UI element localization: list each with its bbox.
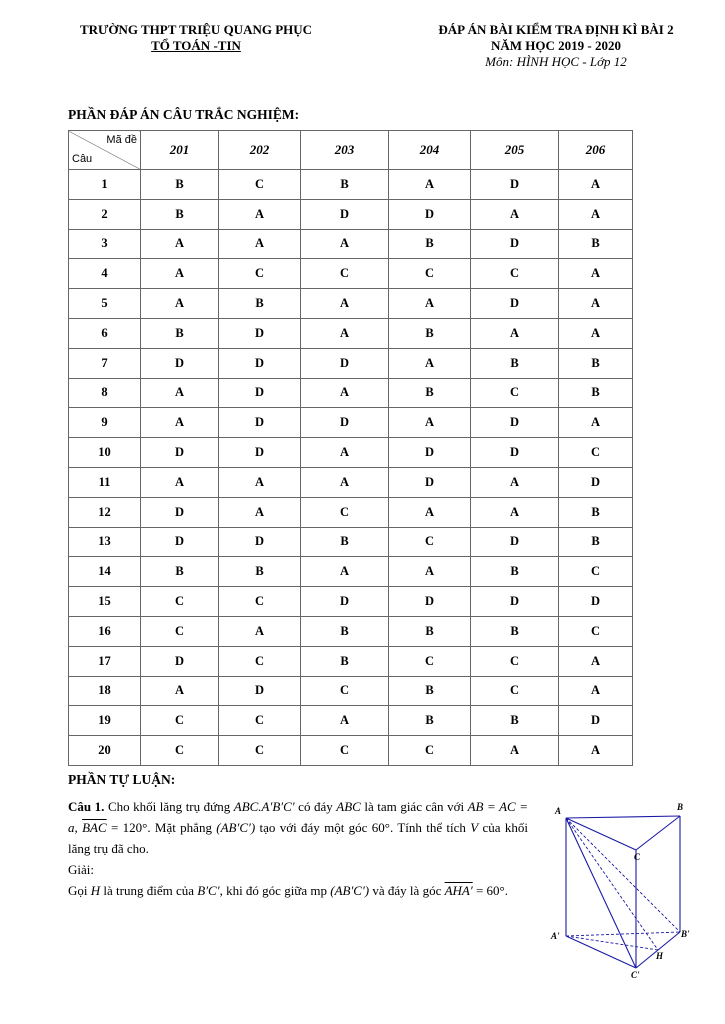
question-number-cell: 20 bbox=[69, 736, 141, 766]
answer-cell: D bbox=[141, 527, 219, 557]
answer-cell: A bbox=[301, 229, 389, 259]
answer-cell: D bbox=[471, 229, 559, 259]
exam-title: ĐÁP ÁN BÀI KIỂM TRA ĐỊNH KÌ BÀI 2 bbox=[438, 22, 674, 37]
answer-cell: D bbox=[219, 527, 301, 557]
question-number-cell: 13 bbox=[69, 527, 141, 557]
answer-cell: A bbox=[471, 736, 559, 766]
answer-cell: B bbox=[219, 557, 301, 587]
table-row bbox=[69, 348, 633, 378]
answer-cell: C bbox=[141, 736, 219, 766]
answer-cell: B bbox=[389, 616, 471, 646]
label-C-prime: C' bbox=[631, 970, 640, 978]
label-A: A bbox=[555, 806, 562, 816]
answer-cell: C bbox=[559, 438, 633, 468]
answer-cell: C bbox=[559, 557, 633, 587]
question-number-cell: 9 bbox=[69, 408, 141, 438]
text: Gọi bbox=[68, 883, 91, 898]
answer-cell: A bbox=[559, 646, 633, 676]
math: (AB′C′) bbox=[216, 820, 256, 835]
question-number-cell: 17 bbox=[69, 646, 141, 676]
answer-cell: D bbox=[389, 467, 471, 497]
answer-cell: D bbox=[141, 348, 219, 378]
answer-cell: C bbox=[141, 587, 219, 617]
answer-cell: C bbox=[219, 259, 301, 289]
answer-cell: A bbox=[141, 259, 219, 289]
table-row bbox=[69, 408, 633, 438]
answer-cell: A bbox=[301, 706, 389, 736]
question-number-cell: 2 bbox=[69, 199, 141, 229]
question-number-cell: 5 bbox=[69, 289, 141, 319]
text: của khối lăng trụ đã cho. bbox=[68, 820, 528, 856]
question-number-cell: 3 bbox=[69, 229, 141, 259]
label-B-prime: B' bbox=[681, 929, 690, 939]
answer-cell: C bbox=[471, 646, 559, 676]
answer-cell: B bbox=[301, 646, 389, 676]
answer-cell: D bbox=[219, 438, 301, 468]
essay-heading: PHẦN TỰ LUẬN: bbox=[68, 772, 176, 787]
edge-AH bbox=[566, 818, 658, 950]
answer-cell: B bbox=[389, 229, 471, 259]
answer-cell: A bbox=[559, 676, 633, 706]
answer-cell: D bbox=[219, 676, 301, 706]
question-label: Câu 1. bbox=[68, 799, 105, 814]
text: là tam giác cân với bbox=[360, 799, 468, 814]
answer-cell: D bbox=[471, 587, 559, 617]
answer-cell: C bbox=[301, 497, 389, 527]
answer-cell: C bbox=[471, 259, 559, 289]
answer-cell: B bbox=[559, 229, 633, 259]
edge-AC bbox=[566, 818, 636, 850]
answer-cell: A bbox=[301, 378, 389, 408]
corner-question-label: Câu bbox=[72, 153, 93, 165]
text: . bbox=[504, 883, 508, 898]
answer-cell: D bbox=[389, 587, 471, 617]
table-row bbox=[69, 527, 633, 557]
math: = 60° bbox=[472, 883, 505, 898]
label-B: B bbox=[677, 802, 684, 812]
question-number-cell: 15 bbox=[69, 587, 141, 617]
answer-cell: A bbox=[301, 438, 389, 468]
question-number-cell: 11 bbox=[69, 467, 141, 497]
label-C: C bbox=[634, 852, 641, 862]
edge-A'H bbox=[566, 936, 658, 950]
answer-cell: A bbox=[471, 318, 559, 348]
answer-cell: B bbox=[301, 170, 389, 200]
answer-cell: B bbox=[471, 706, 559, 736]
answer-cell: B bbox=[301, 527, 389, 557]
answer-cell: B bbox=[301, 616, 389, 646]
answer-cell: C bbox=[219, 736, 301, 766]
table-row bbox=[69, 438, 633, 468]
edge-AB bbox=[566, 816, 680, 818]
answer-cell: A bbox=[219, 467, 301, 497]
question-number-cell: 4 bbox=[69, 259, 141, 289]
answer-cell: A bbox=[471, 199, 559, 229]
text: , bbox=[74, 820, 83, 835]
answer-cell: C bbox=[301, 676, 389, 706]
answer-cell: A bbox=[219, 229, 301, 259]
edge-CB bbox=[636, 816, 680, 850]
answer-cell: C bbox=[301, 736, 389, 766]
table-row bbox=[69, 318, 633, 348]
answer-cell: B bbox=[559, 497, 633, 527]
table-row bbox=[69, 259, 633, 289]
corner-code-label: Mã đề bbox=[106, 134, 137, 146]
question-number-cell: 19 bbox=[69, 706, 141, 736]
answer-cell: B bbox=[141, 199, 219, 229]
answer-cell: D bbox=[471, 527, 559, 557]
answer-cell: D bbox=[471, 170, 559, 200]
edge-A'B' bbox=[566, 932, 680, 936]
code-header: 203 bbox=[301, 131, 389, 170]
text: , khi đó góc giữa mp bbox=[219, 883, 331, 898]
answer-cell: B bbox=[219, 289, 301, 319]
answer-cell: B bbox=[389, 378, 471, 408]
table-row bbox=[69, 170, 633, 200]
answer-cell: D bbox=[471, 289, 559, 319]
answer-cell: B bbox=[141, 170, 219, 200]
answer-cell: C bbox=[141, 706, 219, 736]
answer-cell: C bbox=[389, 736, 471, 766]
answer-cell: B bbox=[389, 706, 471, 736]
code-header: 202 bbox=[219, 131, 301, 170]
answer-cell: C bbox=[141, 616, 219, 646]
answer-cell: A bbox=[471, 467, 559, 497]
answer-cell: D bbox=[301, 199, 389, 229]
prism-hidden-edges bbox=[566, 818, 680, 950]
solution-text bbox=[68, 880, 528, 901]
answer-cell: C bbox=[389, 527, 471, 557]
answer-cell: A bbox=[389, 348, 471, 378]
math: V bbox=[470, 820, 479, 835]
question-number-cell: 7 bbox=[69, 348, 141, 378]
table-row bbox=[69, 587, 633, 617]
answer-cell: D bbox=[301, 587, 389, 617]
exam-header bbox=[400, 22, 712, 70]
table-row bbox=[69, 378, 633, 408]
question-1 bbox=[68, 796, 528, 859]
answer-cell: A bbox=[219, 497, 301, 527]
answer-cell: D bbox=[471, 408, 559, 438]
question-number-cell: 16 bbox=[69, 616, 141, 646]
math: (AB′C′) bbox=[330, 883, 370, 898]
answer-cell: D bbox=[301, 408, 389, 438]
table-row bbox=[69, 289, 633, 319]
math: B′C′ bbox=[197, 883, 220, 898]
answer-cell: B bbox=[389, 318, 471, 348]
answer-cell: B bbox=[389, 676, 471, 706]
table-row bbox=[69, 616, 633, 646]
question-number-cell: 1 bbox=[69, 170, 141, 200]
question-number-cell: 6 bbox=[69, 318, 141, 348]
answer-cell: A bbox=[219, 616, 301, 646]
answer-cell: B bbox=[559, 378, 633, 408]
math: ABC bbox=[336, 799, 361, 814]
mcq-heading: PHẦN ĐÁP ÁN CÂU TRẮC NGHIỆM: bbox=[68, 107, 300, 122]
answer-cell: D bbox=[141, 497, 219, 527]
edge-A'C' bbox=[566, 936, 636, 968]
answer-cell: A bbox=[141, 378, 219, 408]
question-number-cell: 18 bbox=[69, 676, 141, 706]
answer-cell: A bbox=[301, 318, 389, 348]
question-number-cell: 14 bbox=[69, 557, 141, 587]
math-angle: $\overline{BAC}$ bbox=[82, 820, 107, 835]
school-year: NĂM HỌC 2019 - 2020 bbox=[491, 38, 621, 53]
table-row bbox=[69, 557, 633, 587]
answer-cell: A bbox=[559, 736, 633, 766]
question-number-cell: 10 bbox=[69, 438, 141, 468]
math: 60° bbox=[371, 820, 390, 835]
table-row bbox=[69, 676, 633, 706]
code-header: 201 bbox=[141, 131, 219, 170]
answer-cell: C bbox=[471, 378, 559, 408]
question-number-cell: 8 bbox=[69, 378, 141, 408]
answer-cell: A bbox=[301, 289, 389, 319]
answer-cell: A bbox=[559, 289, 633, 319]
essay-body bbox=[68, 796, 528, 901]
answer-cell: B bbox=[559, 348, 633, 378]
question-number-cell: 12 bbox=[69, 497, 141, 527]
answer-cell: D bbox=[219, 318, 301, 348]
answer-cell: B bbox=[559, 527, 633, 557]
answer-cell: C bbox=[389, 646, 471, 676]
code-header: 206 bbox=[559, 131, 633, 170]
label-H: H bbox=[656, 951, 664, 961]
text: . Mặt phẳng bbox=[147, 820, 217, 835]
answer-cell: B bbox=[471, 557, 559, 587]
text: và đáy là góc bbox=[369, 883, 445, 898]
answer-cell: A bbox=[559, 170, 633, 200]
answer-cell: C bbox=[389, 259, 471, 289]
answer-cell: A bbox=[389, 170, 471, 200]
corner-cell bbox=[69, 131, 141, 170]
answer-cell: C bbox=[471, 676, 559, 706]
answer-cell: A bbox=[141, 676, 219, 706]
answer-cell: A bbox=[141, 408, 219, 438]
answer-cell: D bbox=[389, 438, 471, 468]
answer-cell: A bbox=[389, 289, 471, 319]
answer-cell: A bbox=[301, 557, 389, 587]
answer-cell: C bbox=[559, 616, 633, 646]
table-row bbox=[69, 497, 633, 527]
answer-cell: B bbox=[471, 348, 559, 378]
answer-cell: A bbox=[389, 408, 471, 438]
answer-cell: A bbox=[559, 408, 633, 438]
answer-cell: A bbox=[559, 259, 633, 289]
answer-cell: D bbox=[141, 438, 219, 468]
answer-cell: A bbox=[389, 557, 471, 587]
text: Cho khối lăng trụ đứng bbox=[104, 799, 234, 814]
answer-cell: D bbox=[559, 587, 633, 617]
table-row bbox=[69, 229, 633, 259]
text: là trung điểm của bbox=[100, 883, 198, 898]
answer-cell: D bbox=[559, 706, 633, 736]
code-header: 204 bbox=[389, 131, 471, 170]
answer-cell: B bbox=[141, 557, 219, 587]
answer-cell: B bbox=[141, 318, 219, 348]
subject-line: Môn: HÌNH HỌC - Lớp 12 bbox=[485, 54, 627, 69]
answer-cell: A bbox=[141, 467, 219, 497]
answer-cell: D bbox=[301, 348, 389, 378]
answer-cell: A bbox=[389, 497, 471, 527]
answer-cell: A bbox=[471, 497, 559, 527]
table-row bbox=[69, 467, 633, 497]
department-name: TỔ TOÁN -TIN bbox=[151, 38, 241, 53]
prism-figure bbox=[548, 798, 698, 978]
label-A-prime: A' bbox=[551, 931, 560, 941]
math: = 120° bbox=[106, 820, 148, 835]
answer-cell: D bbox=[389, 199, 471, 229]
math: AB = AC = a bbox=[68, 799, 528, 835]
answer-cell: D bbox=[219, 408, 301, 438]
text: . Tính thể tích bbox=[389, 820, 471, 835]
answer-cell: D bbox=[471, 438, 559, 468]
code-header: 205 bbox=[471, 131, 559, 170]
school-header bbox=[40, 22, 352, 54]
table-row bbox=[69, 199, 633, 229]
answer-cell: A bbox=[141, 229, 219, 259]
answer-cell: D bbox=[219, 378, 301, 408]
text: tạo với đáy một góc bbox=[255, 820, 372, 835]
answer-cell: C bbox=[219, 646, 301, 676]
answer-cell: C bbox=[301, 259, 389, 289]
table-row bbox=[69, 706, 633, 736]
answer-cell: A bbox=[219, 199, 301, 229]
answer-cell: C bbox=[219, 706, 301, 736]
math: ABC.A′B′C′ bbox=[233, 799, 295, 814]
answer-cell: A bbox=[559, 318, 633, 348]
answer-cell: D bbox=[559, 467, 633, 497]
answer-cell: C bbox=[219, 170, 301, 200]
answer-cell: B bbox=[471, 616, 559, 646]
school-name: TRƯỜNG THPT TRIỆU QUANG PHỤC bbox=[79, 22, 313, 37]
answer-table bbox=[68, 130, 633, 766]
text: có đáy bbox=[294, 799, 337, 814]
solution-label: Giải: bbox=[68, 862, 94, 877]
answer-cell: C bbox=[219, 587, 301, 617]
answer-cell: A bbox=[559, 199, 633, 229]
math-angle: AHA′ bbox=[444, 883, 473, 898]
prism-solid-edges bbox=[566, 816, 680, 968]
table-row bbox=[69, 736, 633, 766]
answer-cell: A bbox=[301, 467, 389, 497]
answer-cell: D bbox=[141, 646, 219, 676]
answer-cell: D bbox=[219, 348, 301, 378]
math: H bbox=[90, 883, 101, 898]
edge-AB' bbox=[566, 818, 680, 932]
answer-cell: A bbox=[141, 289, 219, 319]
table-header-row bbox=[69, 131, 633, 170]
table-row bbox=[69, 646, 633, 676]
